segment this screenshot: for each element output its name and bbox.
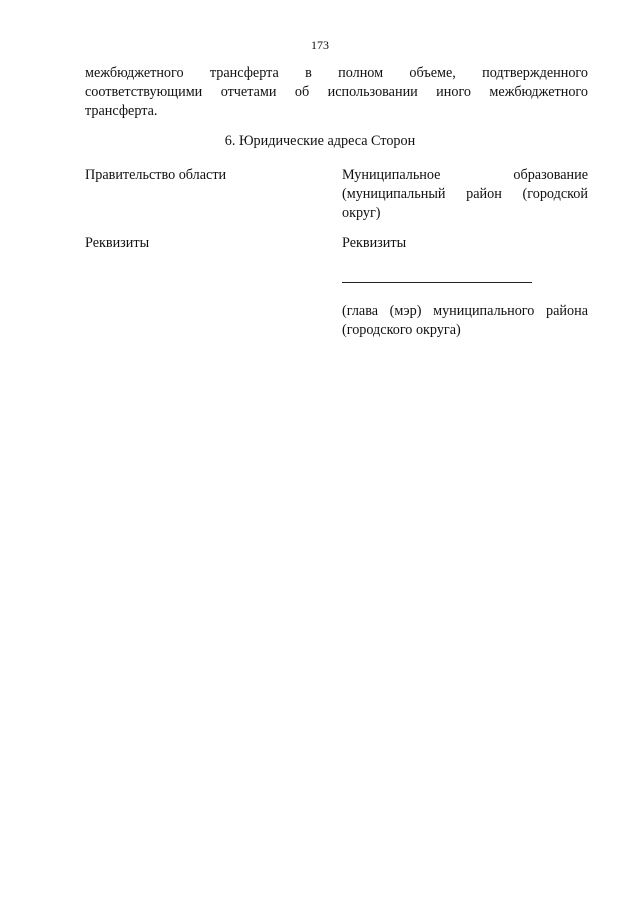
body-paragraph bbox=[85, 64, 588, 121]
signature-line bbox=[342, 282, 532, 283]
paragraph-line: межбюджетного трансферта в полном объеме, подтвержденного bbox=[85, 65, 588, 81]
left-party-requisites: Реквизиты bbox=[85, 235, 150, 251]
left-party-title: Правительство области bbox=[85, 167, 227, 183]
section-heading: 6. Юридические адреса Сторон bbox=[224, 133, 416, 149]
signature-caption-line: (глава (мэр) муниципального района bbox=[342, 303, 588, 319]
right-party-title-line: (муниципальный район (городской bbox=[342, 186, 588, 202]
signature-caption bbox=[342, 302, 588, 340]
right-party-title bbox=[342, 166, 588, 223]
right-party-title-line: Муниципальное образование bbox=[342, 167, 588, 183]
right-party-title-line: округ) bbox=[342, 205, 381, 221]
signature-caption-line: (городского округа) bbox=[342, 322, 461, 338]
paragraph-line: трансферта. bbox=[85, 103, 158, 119]
right-party-requisites: Реквизиты bbox=[342, 235, 407, 251]
page-number: 173 bbox=[311, 38, 329, 52]
paragraph-line: соответствующими отчетами об использовании иного межбюджетного bbox=[85, 84, 588, 100]
